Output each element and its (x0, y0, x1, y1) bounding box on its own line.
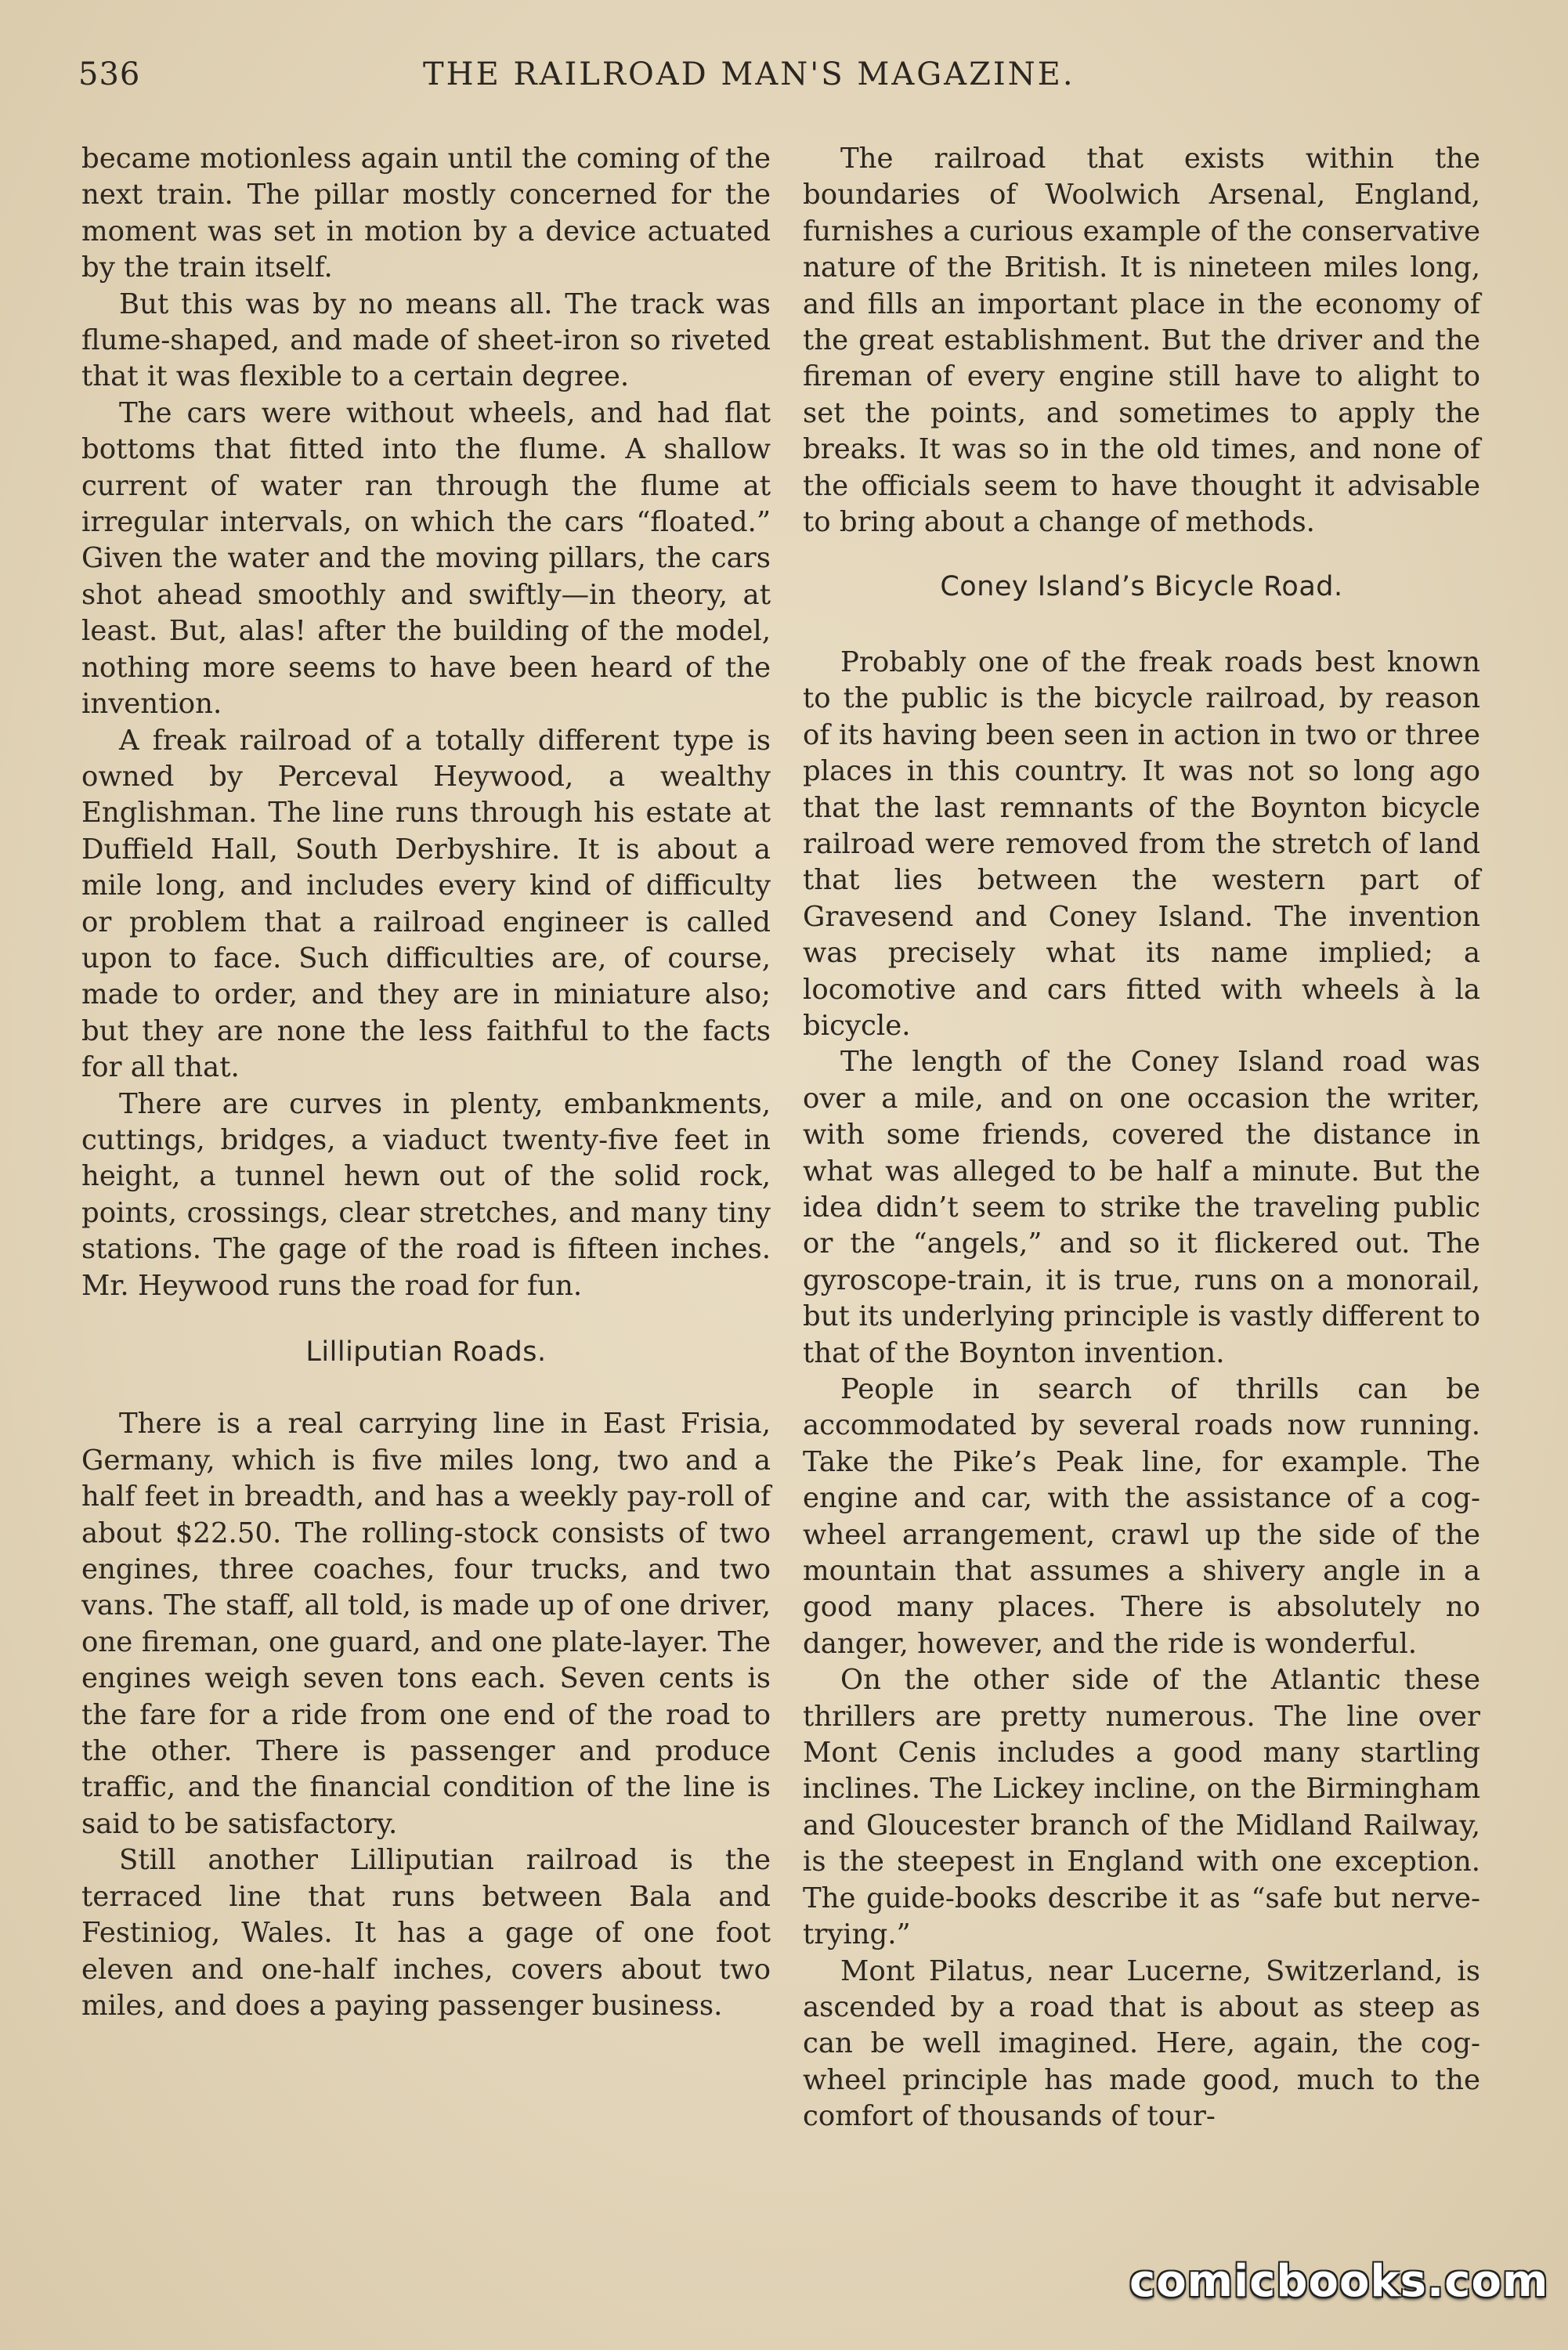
section-heading: Coney Island’s Bicycle Road. (940, 571, 1343, 603)
watermark-logo: comicbooks.com (1129, 2256, 1549, 2307)
section-heading: Lilliputian Roads. (305, 1336, 547, 1368)
paragraph: became motionless again until the coming of the next train. The pillar mostly concerned for the moment was set in motion by a device actuated by the train itself. (81, 143, 771, 284)
page-number: 536 (78, 56, 141, 92)
paragraph: The cars were without wheels, and had flat bottoms that fitted into the flume. A shallow current of water ran through the flume at irregular intervals, on which the cars “floated.” Given the water and the moving pillars, the cars shot ahead smoothly and swiftly—in theory, at least. But, alas! after the building of the model, nothing more seems to have been heard of the invention. (81, 396, 771, 721)
paragraph: Still another Lilliputian railroad is the terraced line that runs between Bala and Festiniog, Wales. It has a gage of one foot eleven and one-half inches, covers about two miles, and does a paying passenger business. (81, 1844, 771, 2022)
paragraph: The railroad that exists within the boundaries of Woolwich Arsenal, England, furnishes a curious example of the conservative nature of the British. It is nineteen miles long, and fills an important place in the economy of the great establishment. But the driver and the fireman of every engine still have to alight to set the points, and sometimes to apply the breaks. It was so in the old times, and none of the officials seem to have thought it advisable to bring about a change of methods. (803, 143, 1480, 539)
page-header (0, 0, 1568, 125)
running-title: THE RAILROAD MAN'S MAGAZINE. (423, 56, 1075, 92)
paragraph: There is a real carrying line in East Frisia, Germany, which is five miles long, two and a half feet in breadth, and has a weekly pay-roll of about $22.50. The rolling-stock consists of two engines, three coaches, four trucks, and two vans. The staff, all told, is made up of one driver, one fireman, one guard, and one plate-layer. The engines weigh seven tons each. Seven cents is the fare for a ride from one end of the road to the other. There is passenger and produce traffic, and the financial condition of the line is said to be satisfactory. (81, 1408, 771, 1840)
paragraph: People in search of thrills can be accommodated by several roads now running. Take the Pike’s Peak line, for example. The engine and car, with the assistance of a cog-wheel arrangement, crawl up the side of the mountain that assumes a shivery angle in a good many places. There is absolutely no danger, however, and the ride is wonderful. (803, 1373, 1480, 1660)
paragraph: Mont Pilatus, near Lucerne, Switzerland, is ascended by a road that is about as steep as can be well imagined. Here, again, the cog-wheel principle has made good, much to the comfort of thousands of tour- (803, 1954, 1480, 2133)
paragraph: On the other side of the Atlantic these thrillers are pretty numerous. The line over Mont Cenis includes a good many startling inclines. The Lickey incline, on the Birmingham and Gloucester branch of the Midland Railway, is the steepest in England with one exception. The guide-books describe it as “safe but nerve-trying.” (803, 1664, 1480, 1951)
paragraph: Probably one of the freak roads best known to the public is the bicycle railroad, by reason of its having been seen in action in two or three places in this country. It was not so long ago that the last remnants of the Boynton bicycle railroad were removed from the stretch of land that lies between the western part of Gravesend and Coney Island. The invention was precisely what its name implied; a locomotive and cars fitted with wheels à la bicycle. (803, 645, 1480, 1042)
left-column (81, 141, 771, 2024)
right-column (803, 141, 1480, 2135)
paragraph: But this was by no means all. The track was flume-shaped, and made of sheet-iron so riveted that it was flexible to a certain degree. (81, 287, 771, 393)
paragraph: A freak railroad of a totally different type is owned by Perceval Heywood, a wealthy Englishman. The line runs through his estate at Duffield Hall, South Derbyshire. It is about a mile long, and includes every kind of difficulty or problem that a railroad engineer is called upon to face. Such difficulties are, of course, made to order, and they are in miniature also; but they are none the less faithful to the facts for all that. (81, 724, 771, 1084)
paragraph: There are curves in plenty, embankments, cuttings, bridges, a viaduct twenty-five feet in height, a tunnel hewn out of the solid rock, points, crossings, clear stretches, and many tiny stations. The gage of the road is fifteen inches. Mr. Heywood runs the road for fun. (81, 1087, 771, 1302)
paragraph: The length of the Coney Island road was over a mile, and on one occasion the writer, with some friends, covered the distance in what was alleged to be half a minute. But the idea didn’t seem to strike the traveling public or the “angels,” and so it flickered out. The gyroscope-train, it is true, runs on a monorail, but its underlying principle is vastly different to that of the Boynton invention. (803, 1046, 1480, 1369)
